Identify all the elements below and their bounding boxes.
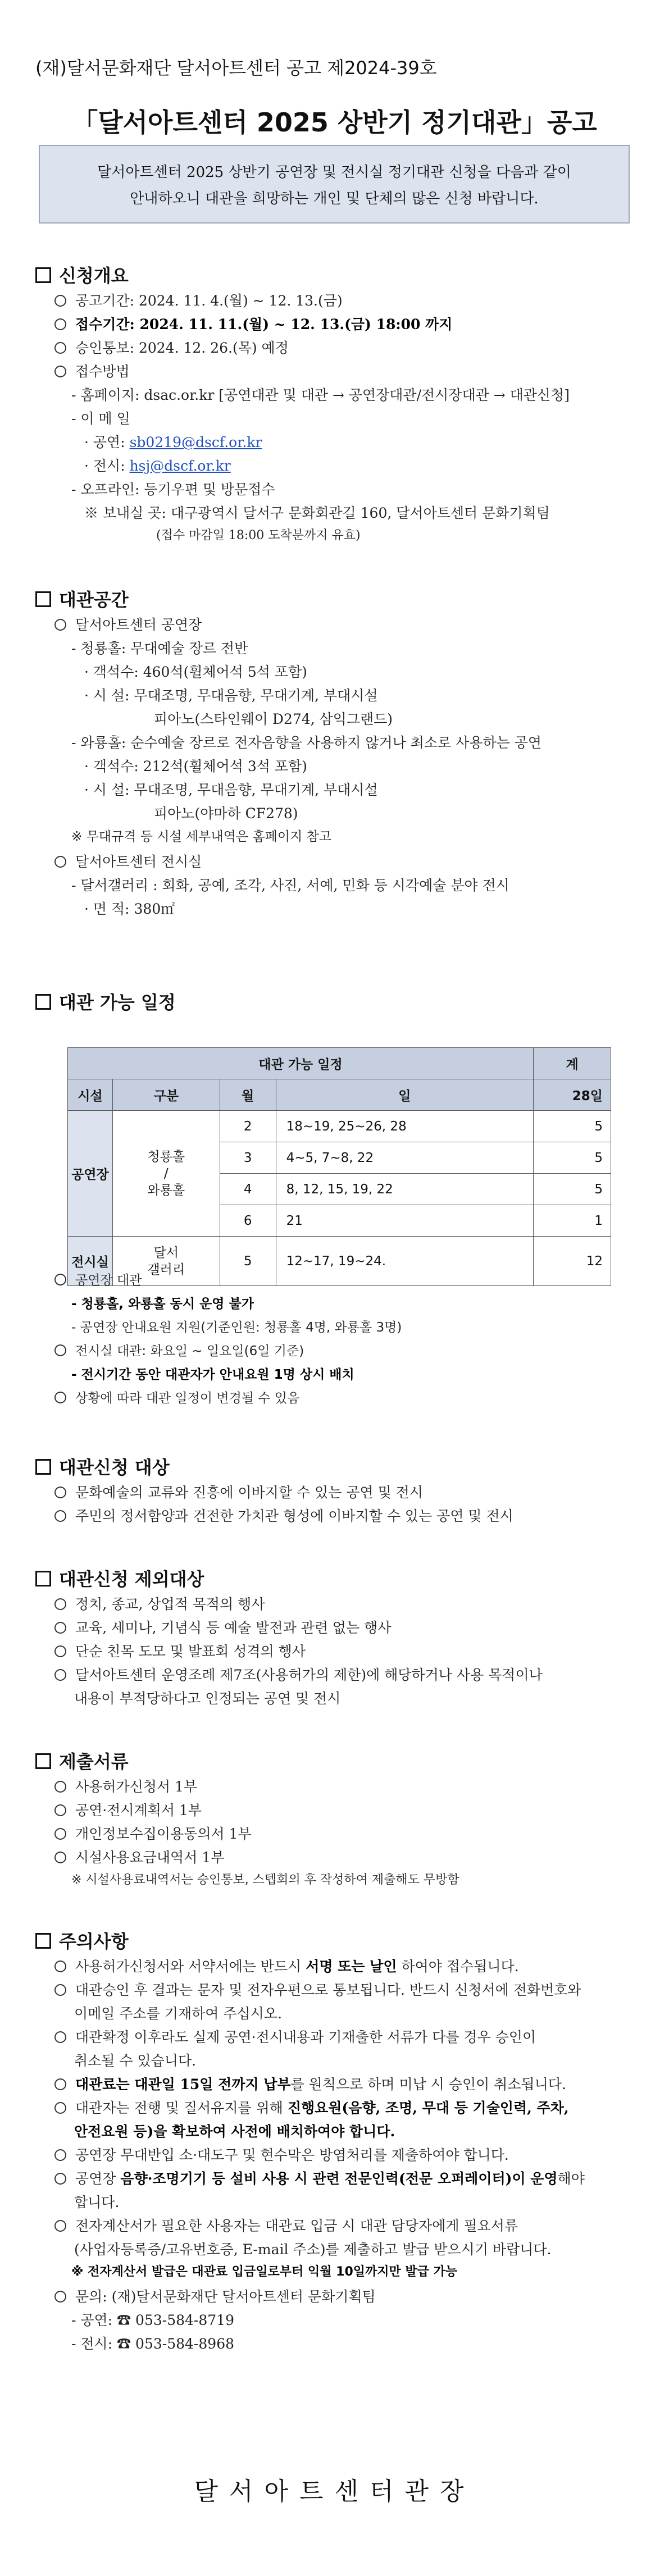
circle-bullet-icon [54,856,66,868]
square-box-icon [35,1933,51,1949]
circle-bullet-icon [54,619,66,631]
after-hall: 공연장 대관 [54,1270,142,1288]
circle-bullet-icon [54,1804,66,1816]
section-heading-exclude: 대관신청 제외대상 [35,1565,204,1591]
schedule-month: 6 [220,1205,276,1237]
spaces-performance-hall: 달서아트센터 공연장 [54,614,202,634]
footer-signature: 달서아트센터관장 [194,2477,475,2506]
circle-bullet-icon [54,295,66,307]
circle-bullet-icon [54,366,66,377]
target-line-1: 문화예술의 교류와 진흥에 이바지할 수 있는 공연 및 전시 [54,1481,423,1502]
spaces-gallery-area: · 면 적: 380㎡ [84,901,175,917]
overview-address: ※ 보내실 곳: 대구광역시 달서구 문화회관길 160, 달서아트센터 문화기획팀 [84,505,550,521]
spaces-waryong: - 와룡홀: 순수예술 장르로 전자음향을 사용하지 않거나 최소로 사용하는 공연 [71,735,542,751]
caution-line-10: 공연장 음향·조명기기 등 설비 사용 시 관련 전문인력(전문 오퍼레이터)이 운영해야 [54,2168,585,2188]
square-box-icon [35,1753,51,1769]
square-box-icon [35,591,51,607]
caution-contact-performance: - 공연: ☎ 053-584-8719 [71,2312,234,2328]
circle-bullet-icon [54,318,66,330]
spaces-stage-note: ※ 무대규격 등 시설 세부내역은 홈페이지 참고 [71,829,332,844]
schedule-days: 4~5, 7~8, 22 [276,1142,534,1174]
circle-bullet-icon [54,1598,66,1610]
intro-line-1: 달서아트센터 2025 상반기 공연장 및 전시실 정기대관 신청을 다음과 같이 [97,164,571,181]
intro-box [39,145,630,224]
section-heading-overview: 신청개요 [35,262,129,288]
email-link-performance[interactable]: sb0219@dscf.or.kr [129,434,262,450]
square-box-icon [35,1571,51,1586]
circle-bullet-icon [54,1669,66,1681]
overview-email-exhibition: · 전시: hsj@dscf.or.kr [84,458,231,474]
schedule-table [67,1047,611,1286]
schedule-col-type: 구분 [112,1079,220,1111]
caution-line-8: 안전요원 등)을 확보하여 사전에 배치하여야 합니다. [74,2123,395,2140]
target-line-2: 주민의 정서함양과 건전한 가치관 형성에 이바지할 수 있는 공연 및 전시 [54,1505,513,1525]
section-heading-spaces: 대관공간 [35,586,129,612]
schedule-count: 12 [534,1237,611,1286]
schedule-month: 5 [220,1237,276,1286]
circle-bullet-icon [54,2220,66,2232]
overview-notice-period: 공고기간: 2024. 11. 4.(월) ~ 12. 13.(금) [54,290,343,310]
docs-line-2: 공연·전시계획서 1부 [54,1799,202,1820]
schedule-days: 8, 12, 15, 19, 22 [276,1174,534,1205]
square-box-icon [35,1459,51,1475]
phone-icon: ☎ [117,2312,131,2328]
circle-bullet-icon [54,2149,66,2161]
caution-contact-exhibition: - 전시: ☎ 053-584-8968 [71,2336,234,2352]
section-heading-schedule: 대관 가능 일정 [35,988,176,1014]
schedule-count: 5 [534,1174,611,1205]
after-no-simultaneous: - 청룡홀, 와룡홀 동시 운영 불가 [71,1297,254,1311]
circle-bullet-icon [54,1781,66,1793]
caution-invoice-note: ※ 전자계산서 발급은 대관료 입금일로부터 익월 10일까지만 발급 가능 [71,2265,458,2279]
after-exhibition-guide: - 전시기간 동안 대관자가 안내요원 1명 상시 배치 [71,1367,354,1382]
overview-approval: 승인통보: 2024. 12. 26.(목) 예정 [54,337,289,357]
docs-line-4: 시설사용요금내역서 1부 [54,1846,224,1867]
phone-icon: ☎ [117,2336,131,2352]
exclude-line-1: 정치, 종교, 상업적 목적의 행사 [54,1593,265,1613]
section-heading-docs: 제출서류 [35,1748,129,1773]
section-heading-caution: 주의사항 [35,1927,129,1953]
schedule-days: 21 [276,1205,534,1237]
section-heading-target: 대관신청 대상 [35,1453,170,1479]
caution-line-5: 취소될 수 있습니다. [74,2053,197,2069]
overview-email-performance: · 공연: sb0219@dscf.or.kr [84,434,262,450]
docs-line-1: 사용허가신청서 1부 [54,1776,197,1796]
after-guides: - 공연장 안내요원 지원(기준인원: 청룡홀 4명, 와룡홀 3명) [71,1320,402,1335]
docs-note: ※ 시설사용료내역서는 승인통보, 스텝회의 후 작성하여 제출해도 무방함 [71,1873,459,1887]
exclude-line-5: 내용이 부적당하다고 인정되는 공연 및 전시 [74,1690,341,1707]
overview-homepage: - 홈페이지: dsac.or.kr [공연대관 및 대관 → 공연장대관/전시장대관 → 대관신청] [71,387,570,403]
spaces-waryong-piano: 피아노(야마하 CF278) [154,805,298,822]
circle-bullet-icon [54,2078,66,2090]
spaces-cheongryong-facility: · 시 설: 무대조명, 무대음향, 무대기계, 부대시설 [84,687,378,704]
caution-line-3: 이메일 주소를 기재하여 주십시오. [74,2005,282,2022]
schedule-count: 5 [534,1111,611,1142]
schedule-month: 2 [220,1111,276,1142]
caution-line-4: 대관확정 이후라도 실제 공연·전시내용과 기재출한 서류가 다를 경우 승인이 [54,2026,536,2046]
exclude-line-3: 단순 친목 도모 및 발표회 성격의 행사 [54,1640,306,1661]
circle-bullet-icon [54,2031,66,2043]
schedule-count: 1 [534,1205,611,1237]
schedule-days: 18~19, 25~26, 28 [276,1111,534,1142]
spaces-cheongryong-piano: 피아노(스타인웨이 D274, 삼익그랜드) [154,711,393,727]
circle-bullet-icon [54,342,66,354]
schedule-facility-exhibition: 전시실 [68,1237,113,1286]
overview-address-note: (접수 마감일 18:00 도착분까지 유효) [156,528,361,542]
after-exhibition: 전시실 대관: 화요일 ~ 일요일(6일 기준) [54,1341,304,1359]
circle-bullet-icon [54,1852,66,1863]
circle-bullet-icon [54,1344,66,1356]
square-box-icon [35,267,51,283]
caution-line-11: 합니다. [74,2194,120,2210]
overview-receipt-period: 접수기간: 2024. 11. 11.(월) ~ 12. 13.(금) 18:00 까지 [54,313,452,334]
schedule-col-facility: 시설 [68,1079,113,1111]
circle-bullet-icon [54,1984,66,1996]
overview-email: - 이 메 일 [71,411,130,427]
caution-line-7: 대관자는 전행 및 질서유지를 위해 진행요원(음향, 조명, 무대 등 기술인력, 주차, [54,2097,569,2117]
spaces-waryong-seats: · 객석수: 212석(휠체어석 3석 포함) [84,758,307,774]
caution-line-9: 공연장 무대반입 소·대도구 및 현수막은 방염처리를 제출하여야 합니다. [54,2144,509,2164]
circle-bullet-icon [54,2173,66,2185]
circle-bullet-icon [54,1828,66,1840]
exclude-line-2: 교육, 세미나, 기념식 등 예술 발전과 관련 없는 행사 [54,1617,391,1637]
caution-line-12: 전자계산서가 필요한 사용자는 대관료 입금 시 대관 담당자에게 필요서류 [54,2215,518,2235]
circle-bullet-icon [54,1622,66,1634]
circle-bullet-icon [54,1392,66,1403]
circle-bullet-icon [54,1487,66,1498]
caution-line-13: (사업자등록증/고유번호증, E-mail 주소)를 제출하고 발급 받으시기 바랍니다. [74,2241,552,2258]
circle-bullet-icon [54,1274,66,1285]
spaces-cheongryong-seats: · 객석수: 460석(휠체어석 5석 포함) [84,664,307,680]
schedule-col-month: 월 [220,1079,276,1111]
circle-bullet-icon [54,2102,66,2114]
caution-line-2: 대관승인 후 결과는 문자 및 전자우편으로 통보됩니다. 반드시 신청서에 전화번호와 [54,1979,581,1999]
schedule-header-group: 대관 가능 일정 [68,1048,534,1079]
schedule-header-total: 계 [534,1048,611,1079]
email-link-exhibition[interactable]: hsj@dscf.or.kr [129,458,231,474]
spaces-gallery: - 달서갤러리 : 회화, 공예, 조각, 사진, 서예, 민화 등 시각예술 분야 전시 [71,877,509,893]
schedule-days: 12~17, 19~24. [276,1237,534,1286]
schedule-type-hall: 청룡홀 / 와룡홀 [112,1111,220,1237]
spaces-cheongryong: - 청룡홀: 무대예술 장르 전반 [71,640,248,656]
page-title: 「달서아트센터 2025 상반기 정기대관」공고 [72,107,597,138]
docs-line-3: 개인정보수집이용동의서 1부 [54,1823,252,1843]
schedule-type-gallery: 달서 갤러리 [112,1237,220,1286]
notice-number: (재)달서문화재단 달서아트센터 공고 제2024-39호 [35,57,437,79]
caution-contact: 문의: (재)달서문화재단 달서아트센터 문화기획팀 [54,2286,376,2306]
circle-bullet-icon [54,2291,66,2303]
schedule-count: 5 [534,1142,611,1174]
spaces-exhibition: 달서아트센터 전시실 [54,851,202,871]
after-change: 상황에 따라 대관 일정이 변경될 수 있음 [54,1388,299,1406]
circle-bullet-icon [54,1645,66,1657]
circle-bullet-icon [54,1510,66,1522]
schedule-facility-hall: 공연장 [68,1111,113,1237]
intro-line-2: 안내하오니 대관을 희망하는 개인 및 단체의 많은 신청 바랍니다. [130,190,539,207]
overview-method: 접수방법 [54,361,130,381]
caution-line-6: 대관료는 대관일 15일 전까지 납부를 원칙으로 하며 미납 시 승인이 취소됩니다. [54,2073,566,2094]
spaces-waryong-facility: · 시 설: 무대조명, 무대음향, 무대기계, 부대시설 [84,782,378,798]
schedule-month: 4 [220,1174,276,1205]
circle-bullet-icon [54,1961,66,1972]
schedule-total-days: 28일 [534,1079,611,1111]
square-box-icon [35,994,51,1010]
overview-offline: - 오프라인: 등기우편 및 방문접수 [71,481,275,498]
schedule-col-day: 일 [276,1079,534,1111]
caution-line-1: 사용허가신청서와 서약서에는 반드시 서명 또는 날인 하여야 접수됩니다. [54,1955,519,1976]
exclude-line-4: 달서아트센터 운영조례 제7조(사용허가의 제한)에 해당하거나 사용 목적이나 [54,1664,543,1684]
schedule-month: 3 [220,1142,276,1174]
